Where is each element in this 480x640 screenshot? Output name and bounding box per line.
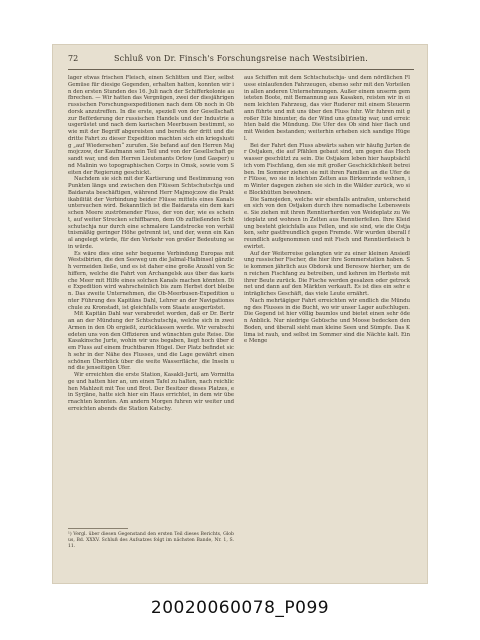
running-head: Schluß von Dr. Finsch's Forschungsreise nach Westsibirien. — [113, 54, 369, 63]
page-number: 72 — [68, 54, 79, 63]
paragraph: Bei der Fahrt den Fluss abwärts sahen wir häufig Jurten der Ostjaken, die auf Pfählen gebaut sind, um gegen das Hochwasser geschützt zu sein. Die Ostjaken leben hier hauptsächlich vom Fischfang, den sie mit großer Geschicklichkeit betreiben. Im Sommer ziehen sie mit ihren Familien an die Ufer der Flüsse, wo sie in leichten Zelten aus Birkenrinde wohnen, im Winter dagegen ziehen sie sich in die Wälder zurück, wo sie Blockhütten bewohnen. — [244, 142, 410, 196]
page-header — [68, 54, 414, 68]
left-column — [68, 75, 234, 523]
image-id-caption: 20020060078_P099 — [150, 598, 330, 618]
paragraph: lager etwas frischen Fleisch, einen Schlitten und Eier, selbst Gemüse für diesige Gegenden, erhalten hatten, konnten wir in den ersten Stunden des 16. Juli nach der Schifferkolonie aufbrechen. — Wir hatten das Vergnügen, zwei der diesjährigen russischen Forschungsexpeditionen nach dem Ob noch in Obdorsk anzutreffen. In die erste, speziell von der Gesellschaft zur Beförderung der russischen Handels und der Industrie ausgerüstet und nach dem karischen Meerbusen bestimmt, sowie mit der Begriff abgereisten und bereits der dritt und die dritte Fahrt zu dieser Expedition machten sich ein kriegslustig „auf Wiedersehen“ zurufen. Sie befand auf den Herren Majmojczow, der Kaufmann sein Teil und von der Gesellschaft gesandt war, und den Herren Lieutenants Orlow (und Gasper) und Malinin wo topographischen Corps in Omsk, sowie vom Seiten der Regierung geschickt. — [68, 75, 234, 176]
header-rule — [68, 69, 414, 70]
paragraph: Wir erreichten die erste Station, Kasakli-Jurti, am Vormittage und hatten hier an, um einen Tafel zu halten, nach reichlichen Mahlzeit mit Tee und Brot. Der Besitzer dieses Platzes, ein Syrjäne, hatte sich hier ein Haus errichtet, in dem wir übernachten konnten. Am andern Morgen fuhren wir weiter und erreichten abends die Station Katschy. — [68, 372, 234, 412]
paragraph: Die Samojeden, welche wir ebenfalls antrafen, unterscheiden sich von den Ostjaken durch ihre nomadische Lebensweise. Sie ziehen mit ihren Renntierherden von Weideplatz zu Weideplatz und wohnen in Zelten aus Renntierfellen. Ihre Kleidung besteht gleichfalls aus Fellen, und sie sind, wie die Ostjaken, sehr gastfreundlich gegen Fremde. Wir wurden überall freundlich aufgenommen und mit Fisch und Renntierfleisch bewirtet. — [244, 196, 410, 250]
paragraph: Nachdem sie sich mit der Kartierung und Bestimmung von Punkten längs und zwischen den Flüssen Schtschutschja und Baidarata beschäftigen, während Herr Majmojczow die Praktikabilität der Verbindung beider Flüsse mittels eines Kanals untersuchen wird. Bekanntlich ist die Baidarata ein dem karischen Meere zuströmender Fluss, der von der, wie es scheint, auf weiter Strecken schiffbaren, dem Ob zufließenden Schtschutschja nur durch eine schmalere Landstrecke von verhältnismäßig geringer Höhe getrennt ist, und der, wenn ein Kanal angelegt würde, für den Verkehr von großer Bedeutung sein würde. — [68, 176, 234, 250]
footnote-rule — [68, 528, 128, 529]
paragraph: Auf der Weiterreise gelangten wir zu einer kleinen Ansiedlung russischer Fischer, die hier ihre Sommerstation haben. Sie kommen jährlich aus Obdorsk und Beresow hierher, um den reichen Fischfang zu betreiben, und kehren im Herbste mit ihrer Beute zurück. Die Fische werden gesalzen oder getrocknet und dann auf den Märkten verkauft. Es ist dies ein sehr einträgliches Geschäft, das viele Leute ernährt. — [244, 250, 410, 297]
right-column — [244, 75, 410, 575]
paragraph: Nach mehrtägiger Fahrt erreichten wir endlich die Mündung des Flusses in die Bucht, wo wir unser Lager aufschlugen. Die Gegend ist hier völlig baumlos und bietet einen sehr öden Anblick. Nur niedrige Gebüsche und Moose bedecken den Boden, und überall sieht man kleine Seen und Sümpfe. Das Klima ist rauh, und selbst im Sommer sind die Nächte kalt. Eine Menge — [244, 297, 410, 345]
paragraph: Mit Kapitän Dahl war verabredet worden, daß er Dr. Bertran an der Mündung der Schtschutschja, welche sich in zwei Armen in den Ob ergießt, zurücklassen werde. Wir verabschiedeten uns von den Offizieren und wünschten gute Reise. Die Kasakinsche Jurte, wohin wir uns begaben, liegt hoch über dem Fluss auf einem fruchtbaren Hügel. Der Platz befindet sich sehr in der Nähe des Flusses, und die Lage gewährt einen schönen Überblick über die weite Wasserfläche, die Inseln und die jenseitigen Ufer. — [68, 311, 234, 372]
paragraph: aus Schiffen mit dem Schtschutschja- und dem nördlichen Flusse einlaufenden Fahrzeugen, ebenso sehr mit den Vorteilen in allen anderen Unternehmungen. Außer einem unserm gemieteten Boote, mit Bemannung aus Kasaken, reisten wir in einem leichten Fahrzeug, das vier Ruderer mit einem Steuermann führte und mit uns über den Fluss fuhr. Wir fuhren mit großer Eile hinunter, da der Wind uns günstig war, und erreichten bald die Mündung. Die Ufer des Ob sind hier flach und mit Weiden bestanden; weiterhin erheben sich sandige Hügel. — [244, 75, 410, 142]
paragraph: Es wäre dies eine sehr bequeme Verbindung Europas mit Westsibirien, die den Seeweg um die Jalmal-Halbinsel gänzlich vermeiden ließe, und es ist daher eine große Anzahl von Schiffern, welche die Fahrt von Archangelsk aus über das karische Meer mit Hilfe eines solchen Kanals machen könnten. Die Expedition wird wahrscheinlich bis zum Herbst dort bleiben. Das zweite Unternehmen, die Ob-Meerbusen-Expedition unter Führung des Kapitäns Dahl, Lehrer an der Navigationsschule zu Kronstadt, ist gleichfalls vom Staate ausgerüstet. — [68, 250, 234, 311]
book-page — [52, 44, 428, 584]
footnote: ¹) Vergl. über diesen Gegenstand den ersten Teil dieses Berichts, Globus, Bd. XXXV. Schluß des Aufsatzes folgt im nächsten Bande, Nr. 1, S. 11. — [68, 532, 234, 549]
